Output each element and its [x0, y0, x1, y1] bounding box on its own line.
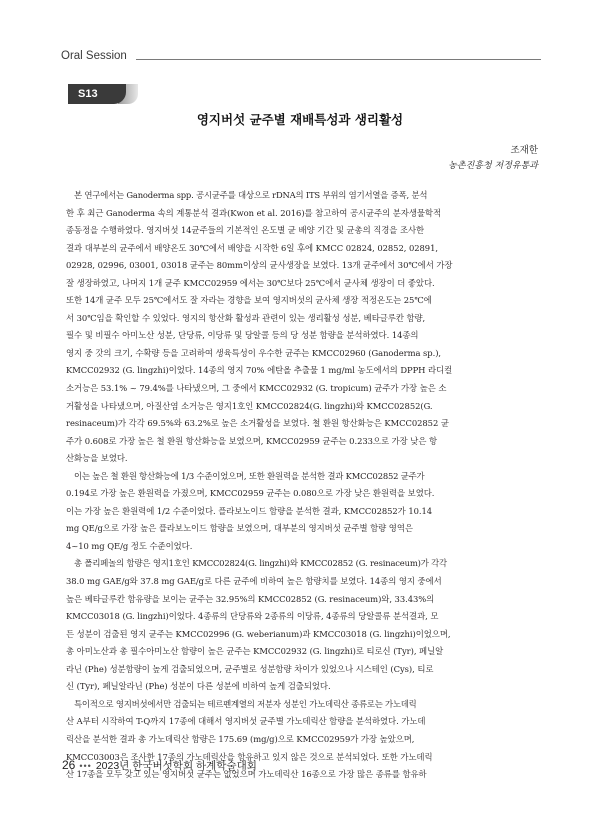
header-rule: [136, 59, 541, 60]
author-name: 조재한: [510, 145, 538, 156]
body-line: 본 연구에서는 Ganoderma spp. 공시균주를 대상으로 rDNA의 ITS 부위의 염기서열을 증폭, 분석: [74, 190, 428, 200]
body-line: 라닌 (Phe) 성분함량이 높게 검출되었으며, 균주별로 성분함량 차이가 있었으나 시스테인 (Cys), 티로: [66, 663, 434, 674]
author-affiliation: 농촌진흥청 저정유통과: [448, 161, 538, 171]
body-line: 종동정을 수행하였다. 영지버섯 14균주들의 기본적인 온도별 균 배양 기간 및 균총의 직경을 조사한: [66, 225, 425, 236]
body-line: KMCC02932 (G. lingzhi)이었다. 14종의 영지 70% 에탄올 추출물 1 mg/ml 농도에서의 DPPH 라디컬: [66, 365, 453, 376]
body-line: resinaceum)가 각각 69.5%와 63.2%로 높은 소거활성을 보였다. 철 환원 항산화능은 KMCC02852 균: [66, 418, 449, 429]
body-line: 서 30℃임을 확인할 수 있었다. 영지의 항산화 활성과 관련이 있는 생리활성 성분, 베타글루칸 함량,: [66, 312, 426, 323]
body-line: 높은 베타글루칸 함유량을 보이는 균주는 32.95%의 KMCC02852 (G. resinaceum)와, 33.43%의: [66, 593, 435, 604]
body-line: 산 17종을 모두 갖고 있는 영지버섯 균주는 없었으며 가노데릭산 16종으로 가장 많은 종류를 함유하: [66, 769, 427, 780]
body-line: 총 폴리페놀의 함량은 영지1호인 KMCC02824(G. lingzhi)와 KMCC02852 (G. resinaceum)가 각각: [74, 558, 447, 569]
body-line: 또한 14개 균주 모두 25℃에서도 잘 자라는 경향을 보여 영지버섯의 균사체 생장 적정온도는 25℃에: [66, 295, 432, 306]
body-line: 영지 중 갓의 크기, 수확량 등을 고려하여 생육특성이 우수한 균주는 KMCC02960 (Ganoderma sp.),: [66, 347, 442, 358]
body-line: 릭산을 분석한 결과 총 가노데릭산 함량은 175.69 (mg/g)으로 KMCC02959가 가장 높았으며,: [66, 733, 415, 744]
body-line: 결과 대부분의 균주에서 배양온도 30℃에서 배양을 시작한 6일 후에 KMCC 02824, 02852, 02891,: [66, 242, 438, 253]
body-line: KMCC03003은 조사한 17종의 가노데릭산을 함유하고 있지 않은 것으로 분석되었다. 또한 가노데릭: [66, 751, 433, 762]
body-line: KMCC03018 (G. lingzhi)이었다. 4종류의 단당류와 2종류의 이당류, 4종류의 당알콜류 분석결과, 모: [66, 611, 439, 622]
body-line: 0.194로 가장 높은 환원력을 가졌으며, KMCC02959 균주는 0.080으로 가장 낮은 환원력을 보였다.: [66, 488, 435, 499]
body-line: mg QE/g으로 가장 높은 플라보노이드 함량을 보였으며, 대부분의 영지버섯 균주별 함량 영역은: [66, 523, 413, 534]
body-line: 든 성분이 검출된 영지 균주는 KMCC02996 (G. weberianum)과 KMCC03018 (G. lingzhi)이었으며,: [66, 628, 451, 639]
conference-name: 2023년 한국버섯학회 하계학술대회: [95, 760, 257, 772]
body-line: 주가 0.608로 가장 높은 철 환원 항산화능을 보였으며, KMCC02959 균주는 0.233으로 가장 낮은 항: [66, 435, 438, 446]
paper-title: 영지버섯 균주별 재배특성과 생리활성: [196, 112, 404, 127]
body-line: 이는 높은 철 환원 항산화능에 1/3 수준이었으며, 또한 환원력을 분석한 결과 KMCC02852 균주가: [74, 470, 425, 481]
page-footer: [62, 758, 257, 773]
body-line: 산화능을 보였다.: [66, 453, 128, 464]
body-line: 산 A부터 시작하여 T-Q까지 17종에 대해서 영지버섯 균주별 가노데릭산 함량을 분석하였다. 가노데: [66, 716, 426, 727]
body-line: 소거능은 53.1% ~ 79.4%를 나타냈으며, 그 중에서 KMCC02932 (G. tropicum) 균주가 가장 높은 소: [66, 383, 447, 394]
footer-dots: •••: [79, 761, 92, 771]
body-line: 총 아미노산과 총 필수아미노산 함량이 높은 균주는 KMCC02932 (G. lingzhi)로 티로신 (Tyr), 페닐알: [66, 646, 444, 657]
body-line: 잘 생장하였고, 나머지 1개 균주 KMCC02959 에서는 30℃보다 25℃에서 균사체 생장이 더 좋았다.: [66, 277, 435, 288]
session-label: Oral Session: [61, 50, 127, 62]
body-line: 02928, 02996, 03001, 03018 균주는 80mm이상의 균사생장을 보였다. 13개 균주에서 30℃에서 가장: [66, 260, 453, 271]
body-line: 이는 가장 높은 환원력에 1/2 수준이었다. 플라보노이드 함량을 분석한 결과, KMCC02852가 10.14: [66, 505, 433, 516]
body-line: 4~10 mg QE/g 정도 수준이었다.: [66, 540, 193, 551]
body-line: 특이적으로 영지버섯에서만 검출되는 테르펜계열의 저분자 성분인 가노데릭산 종류로는 가노데릭: [74, 698, 417, 709]
body-line: 한 후 최근 Ganoderma 속의 계통분석 결과(Kwon et al. 2016)를 참고하여 공시균주의 분자생물학적: [66, 207, 442, 218]
page-number: 26: [62, 758, 76, 772]
body-line: 신 (Tyr), 페닐알라닌 (Phe) 성분이 다른 성분에 비하여 높게 검출되었다.: [66, 681, 331, 692]
body-line: 38.0 mg GAE/g와 37.8 mg GAE/g로 다른 균주에 비하여 높은 함량치를 보였다. 14종의 영지 중에서: [66, 576, 442, 587]
body-line: 필수 및 비필수 아미노산 성분, 단당류, 이당류 및 당알콜 등의 당 성분 함량을 분석하였다. 14종의: [66, 330, 419, 341]
body-line: 거활성을 나타냈으며, 아질산염 소거능은 영지1호인 KMCC02824(G. lingzhi)와 KMCC02852(G.: [66, 400, 433, 411]
abstract-body: [66, 187, 542, 784]
session-badge: S13: [68, 84, 126, 104]
